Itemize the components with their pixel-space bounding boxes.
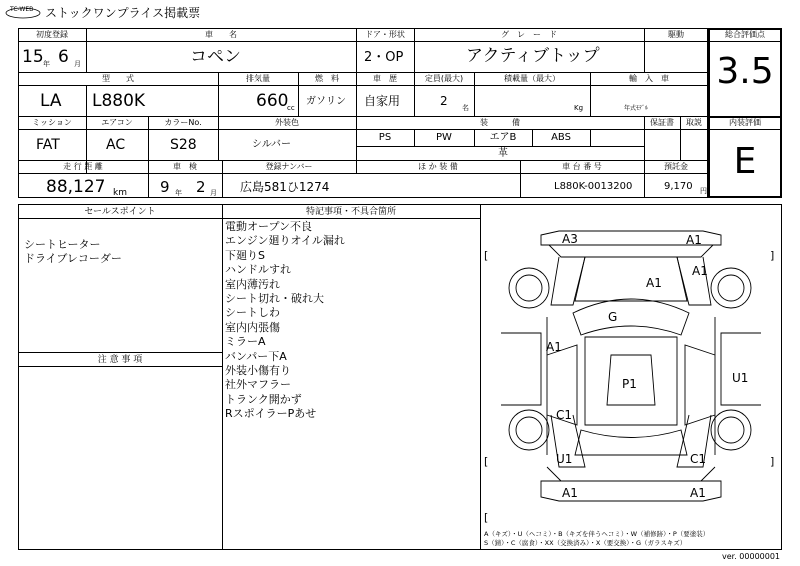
note-item: 室内内張傷 [225, 320, 280, 334]
damage-mark-a1-rear-right: A1 [690, 486, 706, 500]
capacity-label: 定員(最大) [424, 74, 464, 83]
sales-label: セールスポイント [84, 207, 156, 217]
legend-line-1: A（キズ）・U（ヘコミ）・B（キズを伴うヘコミ）・W（補修跡）・P（要塗装） [484, 530, 710, 538]
capacity-value: 2 [440, 94, 448, 108]
equipment-label: 装 備 [480, 118, 520, 127]
damage-mark-a1-front-right: A1 [686, 233, 702, 247]
note-item: エンジン廻りオイル漏れ [225, 234, 345, 248]
inspection-label: 車 検 [173, 162, 197, 171]
price-value: 9,170 [664, 181, 693, 192]
equip-leather: 革 [498, 148, 508, 159]
bracket-rear-left: [ [484, 455, 489, 468]
displacement-unit: cc [287, 104, 295, 112]
notes-label: 特記事項・不具合箇所 [305, 207, 396, 217]
damage-mark-p1-interior: P1 [622, 377, 637, 391]
caution-label: 注 意 事 項 [97, 355, 143, 365]
damage-mark-a1-hood: A1 [646, 276, 662, 290]
wheel-front-right [711, 268, 751, 308]
note-item: シートしわ [225, 306, 280, 320]
plate-value: 広島581ひ1274 [240, 180, 330, 194]
logo [4, 4, 42, 18]
color-no-label: カラーNo. [164, 118, 202, 127]
fuel-value: ガソリン [306, 96, 346, 107]
import-year: 年式 [624, 105, 637, 112]
note-item: RスポイラーPあせ [225, 407, 317, 421]
price-label: 預託金 [664, 162, 688, 171]
note-item: 社外マフラー [225, 378, 291, 392]
damage-mark-a1-rear-left: A1 [562, 486, 578, 500]
first-reg-label: 初度登録 [36, 30, 68, 39]
other-equipment-label: ほ か 装 備 [418, 162, 458, 171]
chassis-label: 車 台 番 号 [562, 162, 602, 171]
load-label: 積載量（最大） [504, 74, 560, 83]
note-item: 外装小傷有り [225, 364, 291, 378]
model-code: L880K [92, 91, 146, 111]
import-model: ﾓﾃﾞﾙ [636, 105, 649, 112]
mileage-unit: km [113, 188, 127, 198]
car-name-label: 車 名 [205, 30, 237, 39]
first-reg-year-unit: 年 [43, 60, 50, 68]
damage-mark-c1-left: C1 [556, 408, 573, 422]
grade-value: アクティブトップ [466, 46, 600, 66]
plate-label: 登録ナンバー [265, 162, 313, 171]
history-label: 車 歴 [373, 74, 397, 83]
inspection-month: 2 [196, 178, 206, 196]
page-title: ストックワンプライス掲載票 [45, 6, 201, 20]
inspection-month-unit: 月 [210, 189, 217, 197]
notes-list [225, 220, 345, 422]
damage-mark-a1-fender-right: A1 [692, 264, 708, 278]
price-unit: 円 [700, 187, 707, 195]
rear-bumper-shape [547, 467, 715, 481]
aircon-label: エアコン [101, 118, 133, 127]
windshield-shape [573, 299, 689, 335]
note-item: 電動オープン不良 [225, 220, 313, 233]
exterior-color-value: シルバー [252, 139, 292, 150]
sales-item: ドライブレコーダー [24, 252, 122, 266]
exterior-color-label: 外装色 [275, 118, 299, 127]
damage-mark-u1-right: U1 [732, 371, 749, 385]
note-item: ミラーA [225, 335, 266, 349]
damage-mark-c1-rear-right: C1 [690, 452, 707, 466]
interior-score-label: 内装評価 [729, 118, 761, 127]
bracket-front-left: [ [484, 249, 489, 262]
bracket-rear-right: ] [770, 455, 775, 468]
note-item: 室内薄汚れ [225, 277, 280, 291]
damage-mark-a3-front: A3 [562, 232, 578, 246]
door-type-label: ドア・形状 [365, 30, 405, 39]
equip-abs: ABS [551, 132, 571, 143]
wheel-rear-left [509, 410, 549, 450]
color-no-value: S28 [170, 137, 197, 153]
first-reg-month: 6 [58, 47, 69, 67]
grade-label: グ レ ー ド [501, 30, 557, 39]
door-type-value: 2・OP [364, 50, 404, 65]
car-name-value: コペン [190, 47, 241, 67]
interior-score-value: E [733, 141, 757, 182]
bracket-front-right: ] [770, 249, 775, 262]
equip-ps: PS [378, 132, 392, 143]
mileage-label: 走 行 距 離 [63, 162, 103, 171]
import-label: 輸 入 車 [629, 74, 669, 83]
displacement-label: 排気量 [246, 74, 270, 83]
total-score-label: 総合評価点 [725, 30, 765, 39]
legend-line-2: S（錆）・C（腐食）・XX（交換済み）・X（要交換）・G（ガラスキズ） [484, 539, 687, 547]
model-type-label: 型 式 [102, 74, 134, 83]
logo-text: TC-WEB [10, 6, 34, 13]
mileage-value: 88,127 [46, 177, 106, 197]
mission-label: ミッション [32, 118, 72, 127]
equip-airbag: エアB [489, 132, 517, 143]
chassis-value: L880K-0013200 [554, 181, 633, 192]
aircon-value: AC [106, 137, 126, 153]
car-diagram [481, 205, 781, 525]
drive-label: 駆動 [668, 30, 684, 39]
note-item: シート切れ・破れ大 [225, 292, 324, 306]
equip-pw: PW [436, 132, 452, 143]
sales-list [24, 238, 122, 267]
history-value: 自家用 [364, 94, 401, 108]
note-item: ハンドルすれ [225, 263, 291, 277]
load-unit: Kg [574, 104, 584, 112]
displacement-value: 660 [256, 91, 289, 111]
capacity-unit: 名 [462, 104, 469, 112]
note-item: トランク開かず [225, 392, 302, 406]
manual-label: 取説 [686, 118, 702, 127]
hood-shape [575, 257, 687, 301]
wheel-front-left [509, 268, 549, 308]
note-item: バンパー下A [225, 349, 287, 363]
damage-mark-u1-rear-left: U1 [556, 452, 573, 466]
fuel-label: 燃 料 [315, 74, 339, 83]
damage-mark-a1-left-door: A1 [546, 340, 562, 354]
inspection-year-unit: 年 [175, 189, 182, 197]
first-reg-month-unit: 月 [74, 60, 81, 68]
sales-item: シートヒーター [24, 238, 101, 251]
damage-mark-g-windshield: G [608, 310, 618, 324]
inspection-year: 9 [160, 178, 170, 196]
model-prefix: LA [40, 91, 62, 111]
mission-value: FAT [36, 137, 60, 153]
total-score-value: 3.5 [716, 51, 774, 92]
first-reg-year: 15 [22, 47, 44, 67]
wheel-rear-right [711, 410, 751, 450]
warranty-label: 保証書 [650, 118, 674, 127]
note-item: 下廻りS [225, 248, 265, 262]
version-label: ver. 00000001 [722, 552, 781, 561]
bracket-bottom-left: [ [484, 511, 489, 524]
